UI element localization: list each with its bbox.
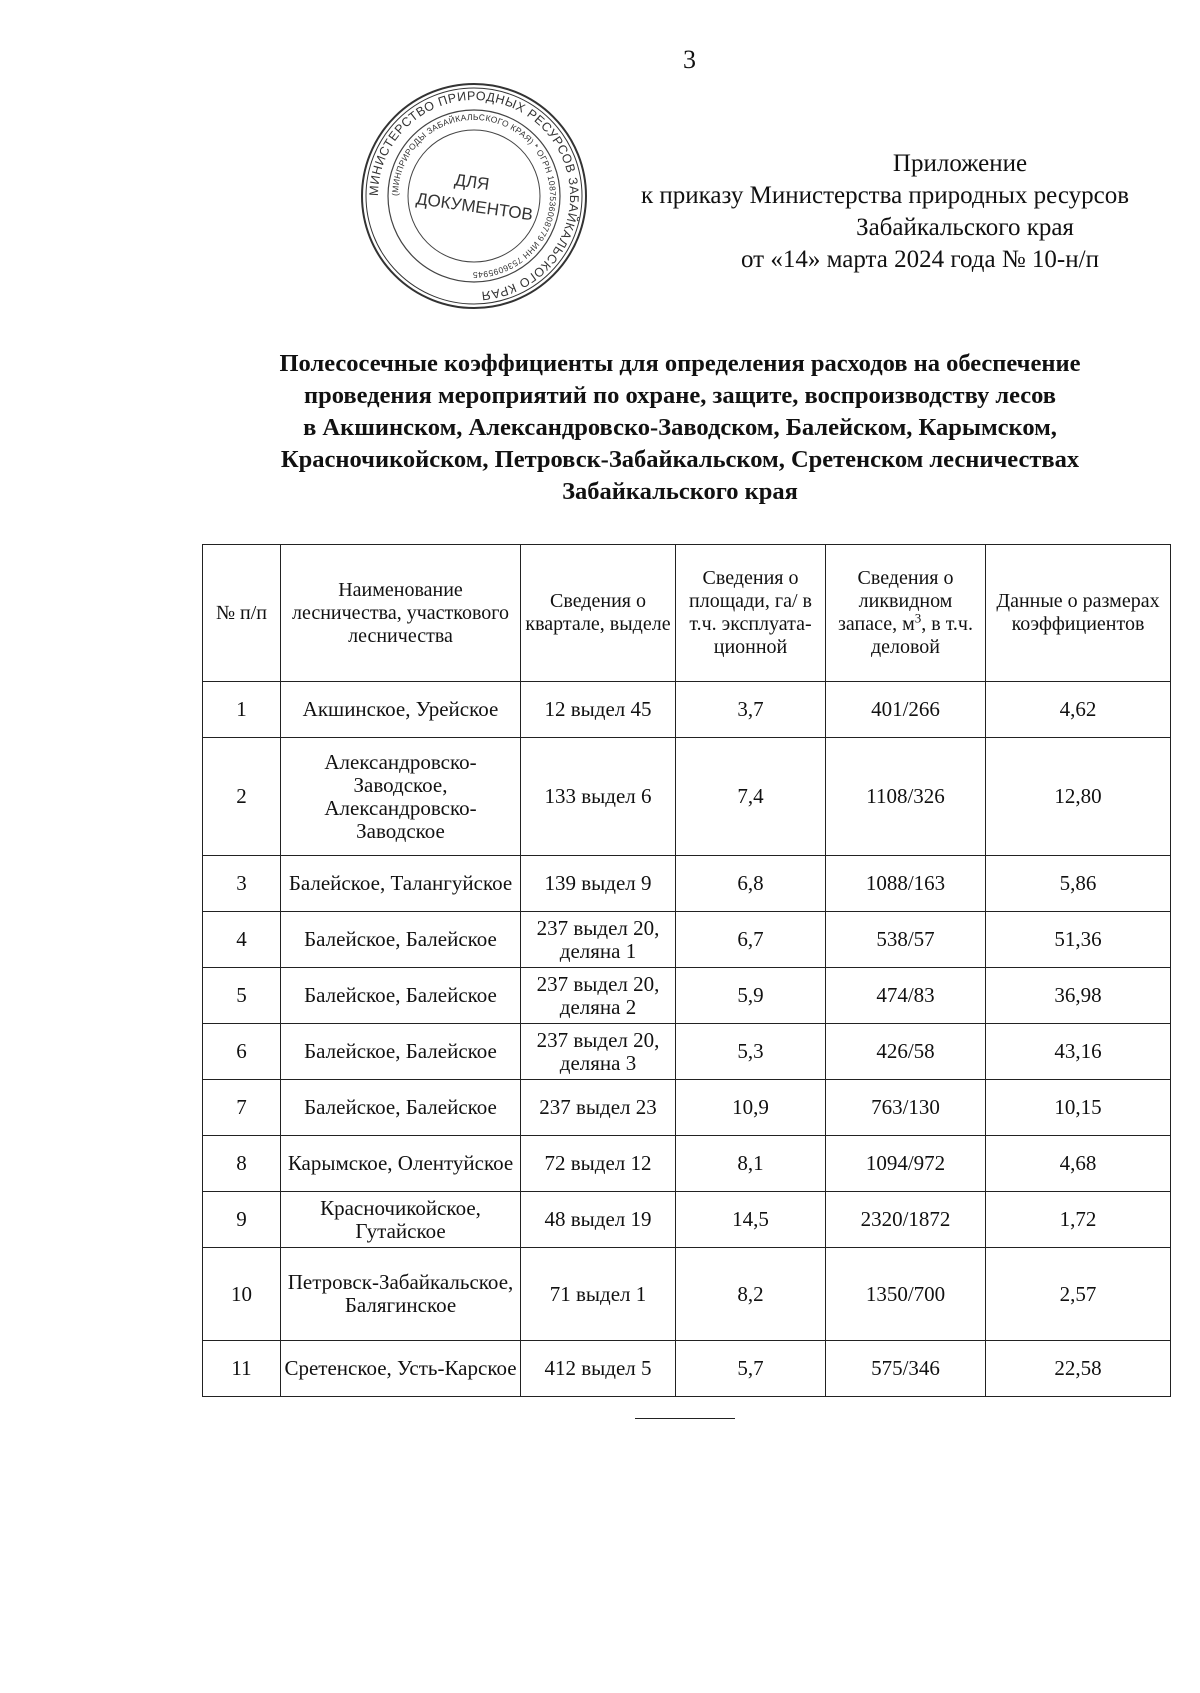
cell-num: 11 [203, 1341, 281, 1397]
cell-quarter: 237 выдел 20, деляна 2 [521, 968, 676, 1024]
header-name: Наименование лесничества, участкового лесничества [281, 545, 521, 682]
stamp-center-line2: ДОКУМЕНТОВ [414, 189, 535, 225]
stamp-center-line1: ДЛЯ [453, 170, 491, 194]
cell-name: Красночикойское, Гутайское [281, 1192, 521, 1248]
table-row [203, 968, 1171, 1024]
cell-area: 5,9 [676, 968, 826, 1024]
cell-name: Балейское, Балейское [281, 968, 521, 1024]
cell-quarter: 71 выдел 1 [521, 1248, 676, 1341]
header-quarter: Сведения о квартале, выделе [521, 545, 676, 682]
table-row [203, 738, 1171, 856]
cell-area: 7,4 [676, 738, 826, 856]
cell-quarter: 237 выдел 20, деляна 1 [521, 912, 676, 968]
cell-area: 6,8 [676, 856, 826, 912]
title-line1: Полесосечные коэффициенты для определения расходов на обеспечение [279, 350, 1081, 377]
cell-stock: 538/57 [826, 912, 986, 968]
cell-stock: 401/266 [826, 682, 986, 738]
cell-coef: 22,58 [986, 1341, 1171, 1397]
cell-num: 10 [203, 1248, 281, 1341]
appendix-header [600, 148, 1170, 276]
cell-name: Балейское, Балейское [281, 1024, 521, 1080]
table-header-row [203, 545, 1171, 682]
cell-area: 3,7 [676, 682, 826, 738]
table-row [203, 1341, 1171, 1397]
title-line4: Красночикойском, Петровск-Забайкальском, Сретенском лесничествах [280, 446, 1080, 473]
stamp-ring-text: МИНИСТЕРСТВО ПРИРОДНЫХ РЕСУРСОВ ЗАБАЙКАЛЬСКОГО КРАЯ [366, 88, 582, 303]
cell-num: 7 [203, 1080, 281, 1136]
page-number: 3 [683, 45, 696, 74]
header-stock-sup: 3 [914, 610, 922, 626]
cell-name: Балейское, Балейское [281, 1080, 521, 1136]
cell-name: Александровско-Заводское, Александровско-Заводское [281, 738, 521, 856]
cell-coef: 51,36 [986, 912, 1171, 968]
cell-area: 10,9 [676, 1080, 826, 1136]
stamp-inner-text: (МИНПРИРОДЫ ЗАБАЙКАЛЬСКОГО КРАЯ) * ОГРН 1087536008779 ИНН 7536095945 [389, 111, 559, 281]
end-divider [635, 1418, 735, 1419]
coefficients-table-wrapper [202, 544, 1170, 1397]
table-row [203, 1024, 1171, 1080]
appendix-line3: Забайкальского края [856, 214, 1074, 241]
cell-name: Сретенское, Усть-Карское [281, 1341, 521, 1397]
table-row [203, 682, 1171, 738]
cell-coef: 4,68 [986, 1136, 1171, 1192]
cell-name: Балейское, Балейское [281, 912, 521, 968]
cell-stock: 2320/1872 [826, 1192, 986, 1248]
cell-num: 2 [203, 738, 281, 856]
cell-quarter: 139 выдел 9 [521, 856, 676, 912]
appendix-line1: Приложение [892, 150, 1028, 177]
appendix-line2: к приказу Министерства природных ресурсов [640, 182, 1129, 209]
cell-quarter: 12 выдел 45 [521, 682, 676, 738]
cell-coef: 12,80 [986, 738, 1171, 856]
cell-stock: 575/346 [826, 1341, 986, 1397]
header-num: № п/п [203, 545, 281, 682]
cell-quarter: 237 выдел 20, деляна 3 [521, 1024, 676, 1080]
table-row [203, 1248, 1171, 1341]
svg-text:(МИНПРИРОДЫ ЗАБАЙКАЛЬСКОГО КРА [390, 112, 558, 280]
cell-area: 5,3 [676, 1024, 826, 1080]
cell-quarter: 133 выдел 6 [521, 738, 676, 856]
cell-coef: 5,86 [986, 856, 1171, 912]
title-line3: в Акшинском, Александровско-Заводском, Балейском, Карымском, [303, 414, 1057, 441]
cell-stock: 1350/700 [826, 1248, 986, 1341]
table-row [203, 1080, 1171, 1136]
cell-area: 8,2 [676, 1248, 826, 1341]
appendix-line4: от «14» марта 2024 года № 10-н/п [741, 246, 1099, 273]
cell-coef: 36,98 [986, 968, 1171, 1024]
header-stock [826, 545, 986, 682]
cell-coef: 10,15 [986, 1080, 1171, 1136]
cell-name: Балейское, Талангуйское [281, 856, 521, 912]
cell-quarter: 72 выдел 12 [521, 1136, 676, 1192]
header-stock-pre: Сведения о ликвидном запасе, м [838, 567, 954, 635]
cell-quarter: 412 выдел 5 [521, 1341, 676, 1397]
header-stock-post: , в т.ч. деловой [870, 613, 973, 658]
official-stamp [358, 80, 590, 312]
cell-quarter: 237 выдел 23 [521, 1080, 676, 1136]
cell-num: 9 [203, 1192, 281, 1248]
cell-stock: 426/58 [826, 1024, 986, 1080]
header-area: Сведения о площади, га/ в т.ч. эксплуата-ционной [676, 545, 826, 682]
cell-num: 3 [203, 856, 281, 912]
document-title [200, 348, 1160, 508]
cell-area: 6,7 [676, 912, 826, 968]
cell-name: Акшинское, Урейское [281, 682, 521, 738]
cell-stock: 763/130 [826, 1080, 986, 1136]
cell-num: 8 [203, 1136, 281, 1192]
cell-num: 1 [203, 682, 281, 738]
cell-coef: 2,57 [986, 1248, 1171, 1341]
cell-stock: 1088/163 [826, 856, 986, 912]
cell-coef: 4,62 [986, 682, 1171, 738]
cell-num: 6 [203, 1024, 281, 1080]
cell-stock: 1094/972 [826, 1136, 986, 1192]
table-row [203, 912, 1171, 968]
cell-stock: 1108/326 [826, 738, 986, 856]
cell-name: Петровск-Забайкальское, Балягинское [281, 1248, 521, 1341]
cell-quarter: 48 выдел 19 [521, 1192, 676, 1248]
table-row [203, 1136, 1171, 1192]
cell-coef: 43,16 [986, 1024, 1171, 1080]
title-line5: Забайкальского края [562, 478, 798, 505]
cell-num: 4 [203, 912, 281, 968]
coefficients-table [202, 544, 1171, 1397]
table-row [203, 1192, 1171, 1248]
cell-num: 5 [203, 968, 281, 1024]
cell-area: 14,5 [676, 1192, 826, 1248]
cell-name: Карымское, Олентуйское [281, 1136, 521, 1192]
header-coef: Данные о размерах коэффициентов [986, 545, 1171, 682]
title-line2: проведения мероприятий по охране, защите, воспроизводству лесов [303, 382, 1057, 409]
cell-stock: 474/83 [826, 968, 986, 1024]
cell-area: 5,7 [676, 1341, 826, 1397]
cell-coef: 1,72 [986, 1192, 1171, 1248]
cell-area: 8,1 [676, 1136, 826, 1192]
table-row [203, 856, 1171, 912]
